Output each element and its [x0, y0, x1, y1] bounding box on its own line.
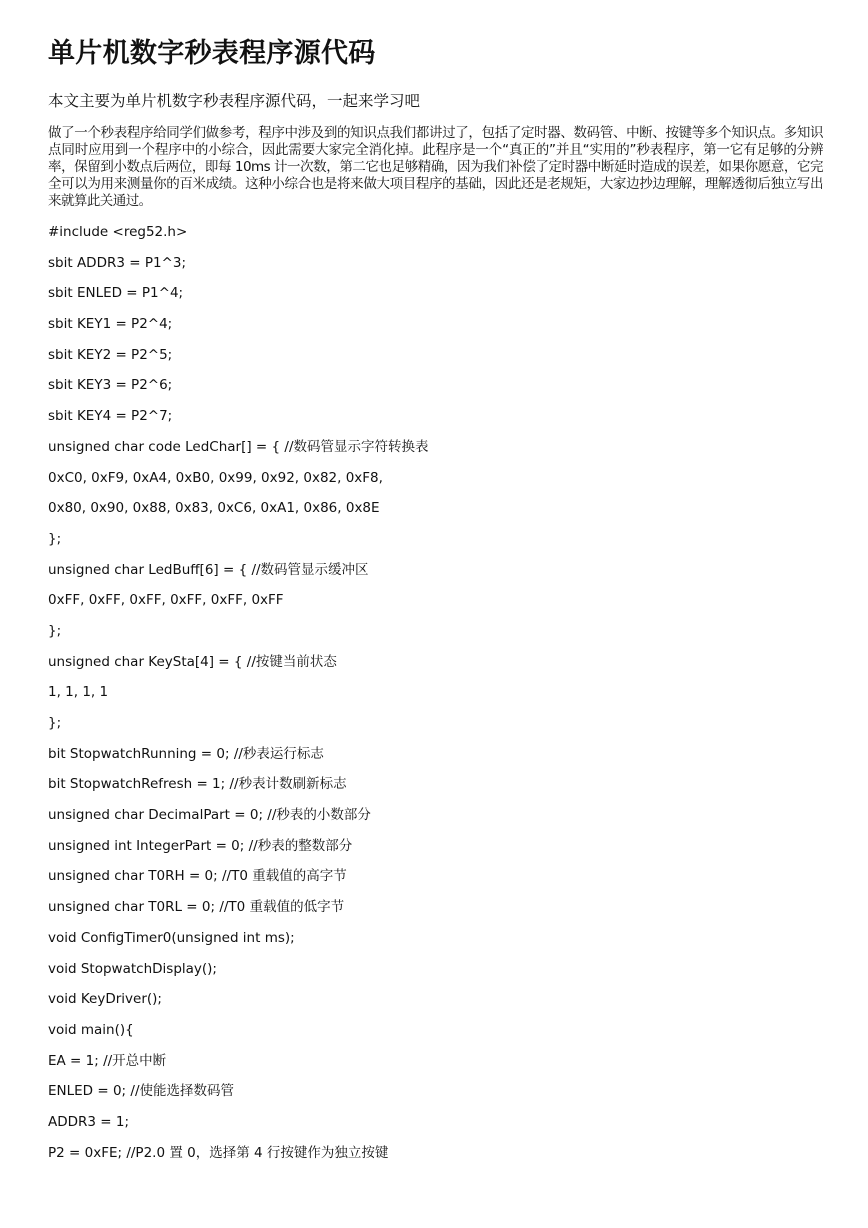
code-line: sbit KEY3 = P2^6;	[48, 377, 173, 394]
code-line: unsigned char DecimalPart = 0; //秒表的小数部分	[48, 807, 371, 824]
code-line: void KeyDriver();	[48, 991, 162, 1008]
code-line: };	[48, 622, 62, 639]
code-line: unsigned char code LedChar[] = { //数码管显示字符转换表	[48, 438, 429, 455]
code-line: sbit KEY4 = P2^7;	[48, 408, 173, 425]
intro-paragraph: 做了一个秒表程序给同学们做参考，程序中涉及到的知识点我们都讲过了，包括了定时器、数码管、中断、按键等多个知识点。多知识点同时应用到一个程序中的小综合，因此需要大家完全消化掉。此程序是一个“真正的”并且“实用的”秒表程序，第一它有足够的分辨率，保留到小数点后两位，即每 10ms 计一次数，第二它也足够精确，因为我们补偿了定时器中断延时造成的误差，如果你愿意，它完全可以为用来测量你的百米成绩。这种小综合也是将来做大项目程序的基础，因此还是老规矩，大家边抄边理解，理解透彻后独立写出来就算此关通过。	[48, 125, 823, 209]
code-line: };	[48, 530, 62, 547]
code-line: bit StopwatchRefresh = 1; //秒表计数刷新标志	[48, 776, 347, 793]
code-line: unsigned char T0RH = 0; //T0 重载值的高字节	[48, 868, 347, 885]
code-line: sbit KEY2 = P2^5;	[48, 346, 173, 363]
code-line: 0xFF, 0xFF, 0xFF, 0xFF, 0xFF, 0xFF	[48, 592, 284, 609]
code-line: P2 = 0xFE; //P2.0 置 0，选择第 4 行按键作为独立按键	[48, 1144, 389, 1161]
code-line: 0xC0, 0xF9, 0xA4, 0xB0, 0x99, 0x92, 0x82, 0xF8,	[48, 469, 383, 486]
code-line: 0x80, 0x90, 0x88, 0x83, 0xC6, 0xA1, 0x86, 0x8E	[48, 500, 380, 517]
code-line: 1, 1, 1, 1	[48, 684, 109, 701]
code-line: EA = 1; //开总中断	[48, 1052, 167, 1069]
code-line: ADDR3 = 1;	[48, 1113, 130, 1130]
code-line: };	[48, 715, 62, 731]
document-title: 单片机数字秒表程序源代码	[48, 38, 376, 69]
code-line: void main(){	[48, 1021, 134, 1038]
code-line: void StopwatchDisplay();	[48, 960, 217, 977]
code-line: sbit ENLED = P1^4;	[48, 285, 184, 302]
code-line: void ConfigTimer0(unsigned int ms);	[48, 929, 295, 946]
code-line: unsigned char LedBuff[6] = { //数码管显示缓冲区	[48, 561, 369, 578]
code-line: sbit ADDR3 = P1^3;	[48, 254, 187, 271]
code-line: bit StopwatchRunning = 0; //秒表运行标志	[48, 745, 324, 762]
code-line: unsigned char T0RL = 0; //T0 重载值的低字节	[48, 899, 345, 916]
document-subtitle: 本文主要为单片机数字秒表程序源代码，一起来学习吧	[48, 92, 421, 110]
code-line: #include <reg52.h>	[48, 224, 188, 240]
code-line: sbit KEY1 = P2^4;	[48, 316, 173, 333]
code-listing	[48, 222, 429, 1173]
code-line: ENLED = 0; //使能选择数码管	[48, 1083, 234, 1100]
code-line: unsigned int IntegerPart = 0; //秒表的整数部分	[48, 837, 353, 854]
code-line: unsigned char KeySta[4] = { //按键当前状态	[48, 653, 337, 670]
